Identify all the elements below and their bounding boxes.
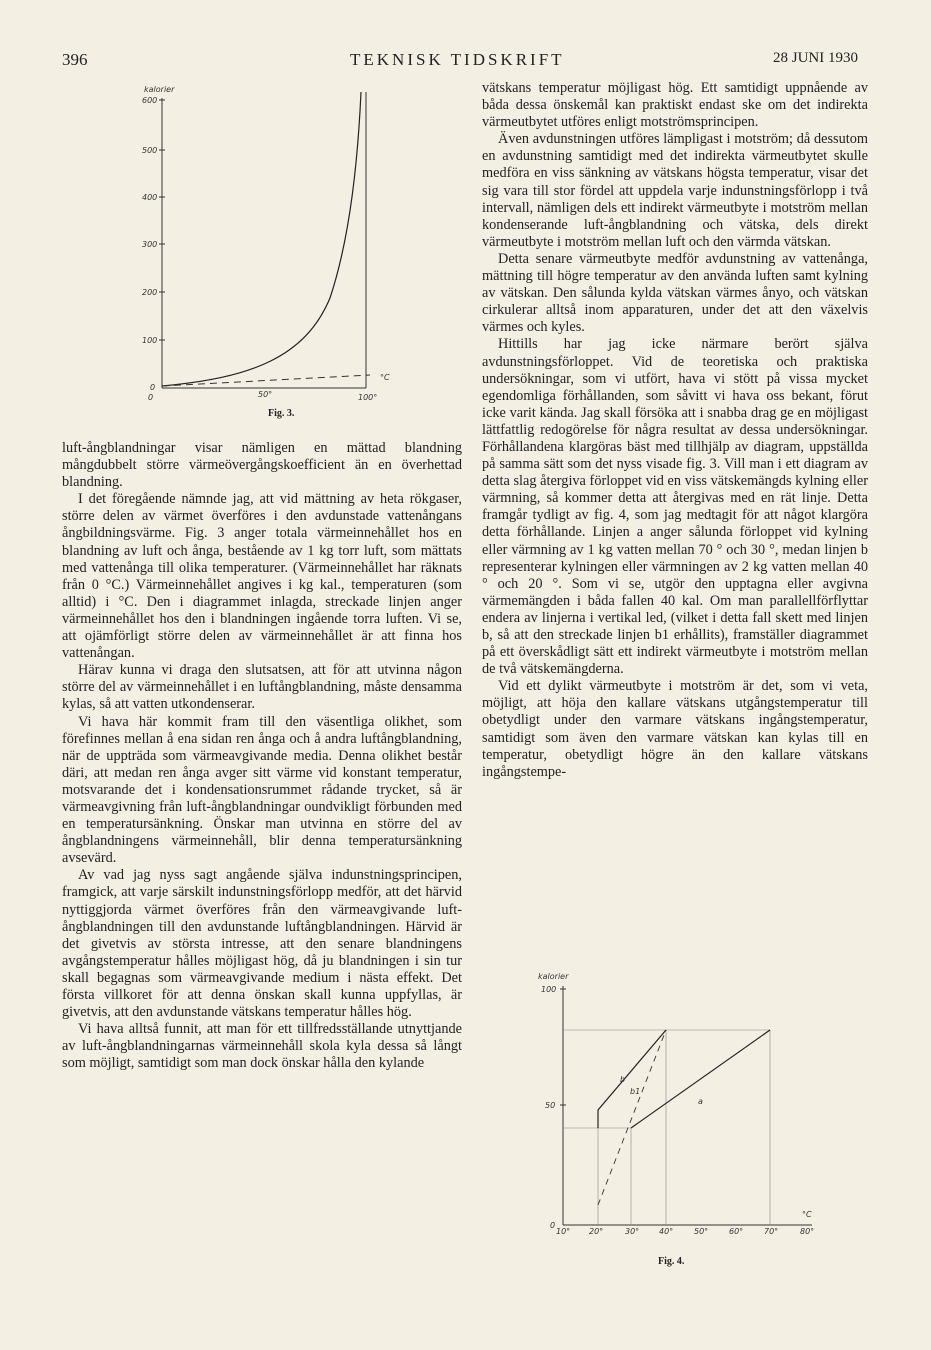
issue-date: 28 JUNI 1930 (773, 50, 858, 66)
fig4-line-a (631, 1030, 770, 1128)
figure-4-chart (530, 970, 830, 1240)
fig3-ytick: 100 (142, 336, 158, 345)
left-column-text (62, 440, 462, 1072)
fig3-xtick: 0 (148, 393, 154, 402)
fig3-ytick: 500 (142, 146, 158, 155)
paragraph: Vi hava alltså funnit, att man för ett tillfredsställande utnyttjande av luft-ångblandningarnas värmeinnehåll skola kyla dessa så långt som möjligt, samtidigt som man dock önskar hålla den kylande (62, 1021, 462, 1072)
paragraph: vätskans temperatur möjligast hög. Ett samtidigt uppnående av båda dessa önskemål kan praktiskt endast ske om det indirekta värmeutbytet utföres enligt motströmsprincipen. (482, 80, 868, 131)
fig4-xtick: 10° (556, 1227, 571, 1236)
fig3-total-heat-curve (162, 92, 361, 386)
paragraph: Detta senare värmeutbyte medför avdunstning av vattenånga, mättning till högre temperatur av den använda luften samt kylning av vätskan. Den sålunda kylda vätskan värmes ånyo, och vätskan cirkulerar alltså inom apparaturen, under det att den växelvis värmes och kyles. (482, 250, 868, 336)
fig4-x-unit: °C (802, 1210, 812, 1219)
paragraph: I det föregående nämnde jag, att vid mättning av heta rökgaser, större delen av värmet överföres i den avdunstade vattenångans ångbildningsvärme. Fig. 3 anger totala värmeinnehållet hos en blandning av luft och ånga, bestående av 1 kg torr luft, som mättats med vattenånga till olika temperaturer. (Värmeinnehållet har räknats från 0 °C.) Värmeinnehållet angives i kg kal., temperaturen (som alltid) i °C. Den i diagrammet inlagda, streckade linjen anger värmeinnehållet hos den i blandningen ingående torra luften. Vi se, att ojämförligt större delen av värmeinnehållet är att finna hos vattenångan. (62, 491, 462, 662)
paragraph: luft-ångblandningar visar nämligen en mättad blandning mångdubbelt större värmeövergångskoefficient än en överhettad blandning. (62, 440, 462, 491)
paragraph: Vid ett dylikt värmeutbyte i motström är det, som vi veta, möjligt, att höja den kallare vätskans utgångstemperatur till obetydligt under den varmare vätskans ingångstemperatur, samtidigt som även den varmare vätskan kan kylas till en temperatur, obetydligt högre än den kallare vätskans ingångstempe- (482, 678, 868, 780)
fig3-y-unit: kalorier (144, 85, 175, 94)
fig4-xtick: 80° (800, 1227, 815, 1236)
fig4-ytick: 50 (545, 1101, 556, 1110)
fig3-ytick: 200 (142, 288, 158, 297)
fig3-ytick: 600 (142, 96, 158, 105)
paragraph: Av vad jag nyss sagt angående själva indunstningsprincipen, framgick, att varje särskilt indunstningsförlopp medför, att det härvid nyttiggjorda värmet överföres från den värmeavgivande luft-ångblandningen till den avdunstande luftångblandningen. Härvid är det givetvis av största intresse, att den senare blandningens avgångstemperatur hålles möjligast hög, då ju blandningen i sin tur skall begagnas som värmeavgivande medium i nästa effekt. Det första villkoret för att denna önskan skall kunna uppfyllas, är givetvis, att den avdunstande vätskans temperatur hålles hög. (62, 867, 462, 1021)
fig4-xtick: 70° (764, 1227, 779, 1236)
page-number: 396 (62, 50, 88, 69)
fig3-ytick: 400 (142, 193, 158, 202)
fig4-xtick: 40° (659, 1227, 674, 1236)
fig4-xtick: 60° (729, 1227, 744, 1236)
figure-3-caption: Fig. 3. (268, 408, 295, 419)
fig4-label-b: b (620, 1075, 626, 1084)
fig3-dry-air-dashed-line (162, 375, 370, 386)
paragraph: Även avdunstningen utföres lämpligast i motström; då dessutom en avdunstning samtidigt med det indirekta värmeutbytet skulle medföra en viss sänkning av vätskans högsta temperatur, visar det sig vara till stor fördel att uppdela varje indunstningsförlopp i två intervall, nämligen dels ett indirekt värmeutbyte i motström mellan kondenserande luft-ångblandning och vätska, dels direkt värmeutbyte i motström mellan luft och den värmda vätskan. (482, 131, 868, 250)
fig4-label-b1: b1 (630, 1087, 641, 1096)
fig3-xtick: 100° (358, 393, 378, 402)
fig4-y-unit: kalorier (538, 972, 569, 981)
fig3-x-unit: °C (380, 373, 390, 382)
fig3-xtick: 50° (258, 390, 273, 399)
fig4-xtick: 30° (625, 1227, 640, 1236)
fig4-x-ticks (556, 1227, 814, 1236)
paragraph: Hittills har jag icke närmare berört själva avdunstningsförloppet. Vid de teoretiska och praktiska undersökningar, som vi utfört, hava vi stött på vissa mycket egendomliga förhållanden, som såvitt vi hava oss bekant, förut icke varit kända. Jag skall försöka att i snabba drag ge en möjligast lättfattlig redogörelse för några resultat av dessa undersökningar. Förhållandena klargöras bäst med tillhjälp av diagram, uppställda på samma sätt som det nyss visade fig. 3. Vill man i ett diagram av detta slag återgiva förloppet vid en viss vätskemängds kylning eller värmning, så kommer detta att återgivas med en rät linje. Detta framgår tydligt av fig. 4, som jag medtagit för att något klargöra detta förhållande. Linjen a anger sålunda förloppet vid kylning eller värmning av 1 kg vatten mellan 70 ° och 30 °, medan linjen b representerar kylningen eller värmningen av 2 kg vatten mellan 40 ° och 20 °. Som vi se, utgör den upptagna eller avgivna värmemängden i båda fallen 40 kal. Om man parallellförflyttar endera av linjerna i vertikal led, (vilket i detta fall skett med linjen b, så att den streckade linjen b1 erhållits), framställer diagrammet på ett överskådligt sätt ett indirekt värmeutbyte i motström mellan de två vätskemängderna. (482, 336, 868, 678)
figure-3-chart (130, 78, 390, 408)
fig4-ytick: 0 (550, 1221, 556, 1230)
fig4-line-b1-dashed (598, 1030, 666, 1205)
fig3-ytick: 0 (150, 383, 156, 392)
fig4-xtick: 20° (589, 1227, 604, 1236)
fig4-xtick: 50° (694, 1227, 709, 1236)
figure-4-caption: Fig. 4. (658, 1256, 685, 1267)
fig4-ytick: 100 (541, 985, 557, 994)
journal-title: TEKNISK TIDSKRIFT (350, 50, 565, 69)
paragraph: Vi hava här kommit fram till den väsentliga olikhet, som förefinnes mellan å ena sidan ren ånga och å andra luftångblandning, när de uppträda som värmeavgivande media. Denna olikhet består däri, att medan ren ånga avger sitt värme vid konstant temperatur, motsvarande det i kondensationsrummet rådande trycket, så är värmeavgivning från luft-ångblandningar oundvikligt förbunden med en temperatursänkning. Önskar man utvinna en större del av ångblandningens värmeinnehåll, blir denna temperatursänkning avsevärd. (62, 713, 462, 867)
fig3-ytick: 300 (142, 240, 158, 249)
paragraph: Härav kunna vi draga den slutsatsen, att för att utvinna någon större del av värmeinnehållet i en luftångblandning, måste densamma kylas, så att vatten utkondenserar. (62, 662, 462, 713)
fig4-line-b (598, 1030, 666, 1128)
fig4-label-a: a (698, 1097, 703, 1106)
right-column-text (482, 80, 868, 781)
